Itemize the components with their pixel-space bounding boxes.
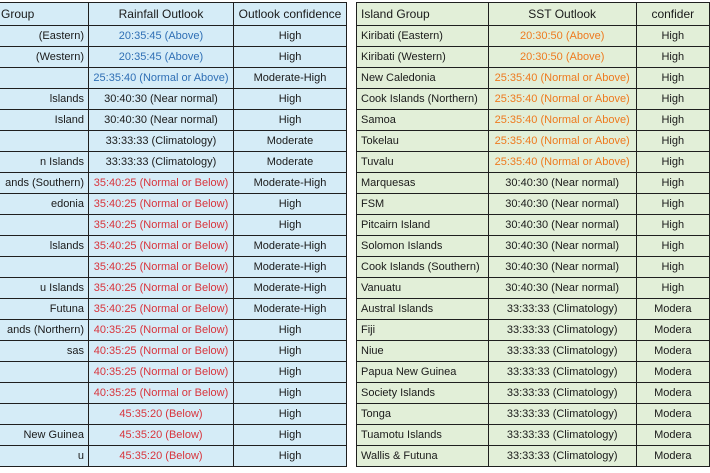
sst-confidence-cell: High [636, 257, 709, 278]
rainfall-outlook-table [0, 2, 347, 467]
sst-outlook-cell: 20:30:50 (Above) [488, 26, 636, 47]
sst-outlook-cell: 33:33:33 (Climatology) [488, 425, 636, 446]
sst-group-cell: Kiribati (Eastern) [357, 26, 489, 47]
sst-group-cell: Tuvalu [357, 152, 489, 173]
sst-confidence-cell: Modera [636, 320, 709, 341]
rainfall-row [0, 446, 347, 467]
rainfall-outlook-cell: 30:40:30 (Near normal) [89, 110, 234, 131]
rainfall-outlook-cell: 25:35:40 (Normal or Above) [89, 68, 234, 89]
rainfall-group-cell: ands (Southern) [0, 173, 89, 194]
sst-group-cell: Solomon Islands [357, 236, 489, 257]
sst-confidence-cell: Modera [636, 362, 709, 383]
rainfall-row [0, 110, 347, 131]
rainfall-confidence-cell: High [234, 383, 347, 404]
sst-confidence-cell: High [636, 131, 709, 152]
sst-col-outlook: SST Outlook [488, 3, 636, 26]
rainfall-confidence-cell: High [234, 425, 347, 446]
sst-group-cell: Papua New Guinea [357, 362, 489, 383]
rainfall-outlook-cell: 20:35:45 (Above) [89, 47, 234, 68]
rainfall-outlook-cell: 20:35:45 (Above) [89, 26, 234, 47]
sst-confidence-cell: High [636, 26, 709, 47]
rainfall-outlook-cell: 30:40:30 (Near normal) [89, 89, 234, 110]
rainfall-outlook-cell: 35:40:25 (Normal or Below) [89, 278, 234, 299]
sst-row [357, 362, 710, 383]
rainfall-confidence-cell: Moderate-High [234, 257, 347, 278]
sst-row [357, 89, 710, 110]
sst-group-cell: Niue [357, 341, 489, 362]
rainfall-row [0, 173, 347, 194]
sst-group-cell: FSM [357, 194, 489, 215]
rainfall-row [0, 131, 347, 152]
rainfall-row [0, 89, 347, 110]
sst-confidence-cell: Modera [636, 299, 709, 320]
sst-group-cell: Samoa [357, 110, 489, 131]
rainfall-col-confidence: Outlook confidence [234, 3, 347, 26]
rainfall-group-cell: New Guinea [0, 425, 89, 446]
sst-row [357, 236, 710, 257]
sst-confidence-cell: Modera [636, 404, 709, 425]
sst-row [357, 194, 710, 215]
sst-group-cell: Tonga [357, 404, 489, 425]
sst-confidence-cell: High [636, 47, 709, 68]
rainfall-row [0, 215, 347, 236]
rainfall-confidence-cell: High [234, 89, 347, 110]
rainfall-row [0, 257, 347, 278]
sst-confidence-cell: Modera [636, 446, 709, 467]
rainfall-outlook-cell: 35:40:25 (Normal or Below) [89, 299, 234, 320]
sst-outlook-cell: 30:40:30 (Near normal) [488, 236, 636, 257]
rainfall-confidence-cell: High [234, 194, 347, 215]
sst-group-cell: Cook Islands (Southern) [357, 257, 489, 278]
rainfall-group-cell [0, 131, 89, 152]
sst-confidence-cell: Modera [636, 425, 709, 446]
sst-row [357, 110, 710, 131]
sst-group-cell: Austral Islands [357, 299, 489, 320]
rainfall-group-cell [0, 257, 89, 278]
sst-header-row [357, 3, 710, 26]
rainfall-group-cell: u Islands [0, 278, 89, 299]
sst-col-confidence: confider [636, 3, 709, 26]
rainfall-confidence-cell: Moderate [234, 152, 347, 173]
sst-row [357, 278, 710, 299]
sst-outlook-cell: 30:40:30 (Near normal) [488, 278, 636, 299]
rainfall-table-body [0, 26, 347, 467]
sst-outlook-cell: 20:30:50 (Above) [488, 47, 636, 68]
rainfall-confidence-cell: Moderate-High [234, 278, 347, 299]
rainfall-confidence-cell: High [234, 320, 347, 341]
sst-confidence-cell: High [636, 278, 709, 299]
sst-confidence-cell: High [636, 194, 709, 215]
rainfall-row [0, 278, 347, 299]
rainfall-group-cell: lslands [0, 89, 89, 110]
rainfall-group-cell [0, 383, 89, 404]
sst-row [357, 68, 710, 89]
rainfall-confidence-cell: High [234, 404, 347, 425]
sst-row [357, 152, 710, 173]
sst-row [357, 446, 710, 467]
rainfall-outlook-cell: 33:33:33 (Climatology) [89, 131, 234, 152]
sst-outlook-cell: 30:40:30 (Near normal) [488, 194, 636, 215]
sst-confidence-cell: High [636, 152, 709, 173]
rainfall-group-cell: (Western) [0, 47, 89, 68]
sst-group-cell: Wallis & Futuna [357, 446, 489, 467]
sst-group-cell: Tuamotu Islands [357, 425, 489, 446]
sst-outlook-cell: 33:33:33 (Climatology) [488, 299, 636, 320]
sst-outlook-cell: 30:40:30 (Near normal) [488, 257, 636, 278]
rainfall-group-cell: u [0, 446, 89, 467]
sst-row [357, 26, 710, 47]
rainfall-group-cell: edonia [0, 194, 89, 215]
sst-row [357, 425, 710, 446]
sst-row [357, 383, 710, 404]
sst-row [357, 173, 710, 194]
rainfall-outlook-cell: 35:40:25 (Normal or Below) [89, 257, 234, 278]
rainfall-group-cell: Futuna [0, 299, 89, 320]
rainfall-confidence-cell: Moderate-High [234, 236, 347, 257]
sst-group-cell: New Caledonia [357, 68, 489, 89]
sst-outlook-cell: 33:33:33 (Climatology) [488, 446, 636, 467]
rainfall-confidence-cell: High [234, 446, 347, 467]
rainfall-confidence-cell: High [234, 47, 347, 68]
rainfall-confidence-cell: High [234, 215, 347, 236]
sst-group-cell: Cook Islands (Northern) [357, 89, 489, 110]
sst-outlook-cell: 25:35:40 (Normal or Above) [488, 131, 636, 152]
rainfall-confidence-cell: Moderate-High [234, 299, 347, 320]
rainfall-group-cell: (Eastern) [0, 26, 89, 47]
rainfall-outlook-cell: 35:40:25 (Normal or Below) [89, 194, 234, 215]
rainfall-header-row [0, 3, 347, 26]
rainfall-group-cell: ands (Northern) [0, 320, 89, 341]
sst-row [357, 341, 710, 362]
rainfall-row [0, 194, 347, 215]
rainfall-confidence-cell: High [234, 26, 347, 47]
sst-outlook-cell: 30:40:30 (Near normal) [488, 173, 636, 194]
sst-outlook-cell: 33:33:33 (Climatology) [488, 404, 636, 425]
rainfall-confidence-cell: Moderate-High [234, 68, 347, 89]
rainfall-outlook-cell: 45:35:20 (Below) [89, 425, 234, 446]
sst-confidence-cell: High [636, 215, 709, 236]
sst-group-cell: Marquesas [357, 173, 489, 194]
rainfall-col-outlook: Rainfall Outlook [89, 3, 234, 26]
sst-row [357, 320, 710, 341]
rainfall-row [0, 68, 347, 89]
rainfall-row [0, 383, 347, 404]
sst-outlook-cell: 30:40:30 (Near normal) [488, 215, 636, 236]
rainfall-row [0, 320, 347, 341]
rainfall-row [0, 341, 347, 362]
sst-group-cell: Society Islands [357, 383, 489, 404]
rainfall-group-cell: lslands [0, 236, 89, 257]
rainfall-row [0, 26, 347, 47]
rainfall-outlook-cell: 40:35:25 (Normal or Below) [89, 341, 234, 362]
rainfall-outlook-cell: 35:40:25 (Normal or Below) [89, 236, 234, 257]
sst-outlook-cell: 33:33:33 (Climatology) [488, 362, 636, 383]
rainfall-group-cell [0, 215, 89, 236]
rainfall-confidence-cell: Moderate-High [234, 173, 347, 194]
rainfall-group-cell [0, 404, 89, 425]
sst-group-cell: Vanuatu [357, 278, 489, 299]
rainfall-confidence-cell: Moderate [234, 131, 347, 152]
sst-table-body [357, 26, 710, 467]
rainfall-outlook-cell: 40:35:25 (Normal or Below) [89, 383, 234, 404]
sst-outlook-cell: 25:35:40 (Normal or Above) [488, 110, 636, 131]
rainfall-row [0, 299, 347, 320]
sst-row [357, 215, 710, 236]
sst-confidence-cell: High [636, 89, 709, 110]
rainfall-outlook-cell: 35:40:25 (Normal or Below) [89, 215, 234, 236]
rainfall-row [0, 47, 347, 68]
rainfall-group-cell: Island [0, 110, 89, 131]
sst-confidence-cell: High [636, 173, 709, 194]
sst-confidence-cell: High [636, 68, 709, 89]
sst-outlook-cell: 25:35:40 (Normal or Above) [488, 152, 636, 173]
rainfall-row [0, 236, 347, 257]
rainfall-group-cell: n Islands [0, 152, 89, 173]
sst-confidence-cell: Modera [636, 341, 709, 362]
rainfall-outlook-cell: 40:35:25 (Normal or Below) [89, 320, 234, 341]
sst-col-group: Island Group [357, 3, 489, 26]
sst-group-cell: Tokelau [357, 131, 489, 152]
rainfall-confidence-cell: High [234, 341, 347, 362]
sst-row [357, 299, 710, 320]
rainfall-confidence-cell: High [234, 110, 347, 131]
sst-outlook-cell: 33:33:33 (Climatology) [488, 383, 636, 404]
rainfall-row [0, 362, 347, 383]
sst-outlook-table [356, 2, 710, 467]
rainfall-outlook-cell: 45:35:20 (Below) [89, 446, 234, 467]
sst-outlook-cell: 33:33:33 (Climatology) [488, 341, 636, 362]
rainfall-outlook-cell: 45:35:20 (Below) [89, 404, 234, 425]
sst-confidence-cell: High [636, 236, 709, 257]
sst-confidence-cell: High [636, 110, 709, 131]
rainfall-outlook-cell: 35:40:25 (Normal or Below) [89, 173, 234, 194]
sst-row [357, 257, 710, 278]
sst-group-cell: Pitcairn Island [357, 215, 489, 236]
rainfall-outlook-cell: 33:33:33 (Climatology) [89, 152, 234, 173]
rainfall-row [0, 404, 347, 425]
rainfall-outlook-cell: 40:35:25 (Normal or Below) [89, 362, 234, 383]
sst-row [357, 47, 710, 68]
sst-outlook-cell: 25:35:40 (Normal or Above) [488, 89, 636, 110]
sst-outlook-cell: 25:35:40 (Normal or Above) [488, 68, 636, 89]
rainfall-row [0, 152, 347, 173]
sst-row [357, 131, 710, 152]
sst-confidence-cell: Modera [636, 383, 709, 404]
sst-outlook-cell: 33:33:33 (Climatology) [488, 320, 636, 341]
rainfall-col-group: Group [0, 3, 89, 26]
rainfall-group-cell: sas [0, 341, 89, 362]
sst-group-cell: Fiji [357, 320, 489, 341]
rainfall-row [0, 425, 347, 446]
rainfall-group-cell [0, 68, 89, 89]
rainfall-confidence-cell: High [234, 362, 347, 383]
sst-group-cell: Kiribati (Western) [357, 47, 489, 68]
sst-row [357, 404, 710, 425]
rainfall-group-cell [0, 362, 89, 383]
